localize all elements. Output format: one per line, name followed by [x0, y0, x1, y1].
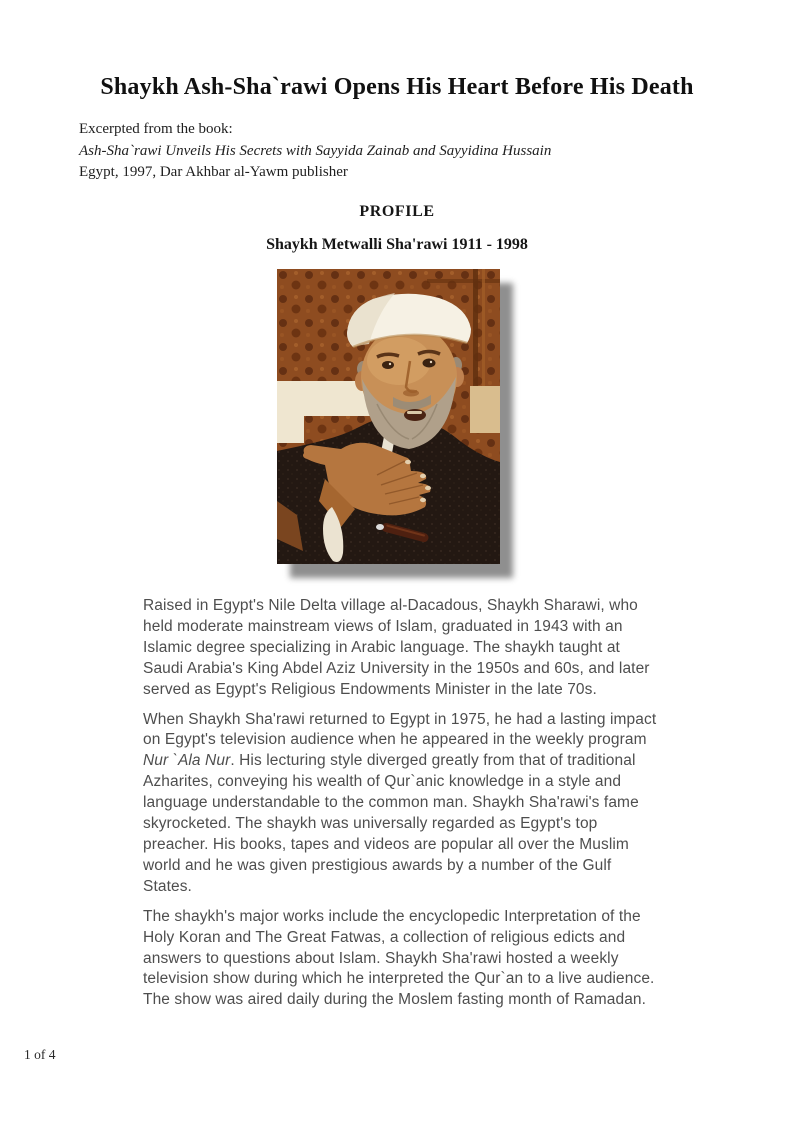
profile-subheading: Shaykh Metwalli Sha'rawi 1911 - 1998 — [266, 236, 528, 253]
article-body — [143, 596, 664, 1020]
paragraph-text: . His lecturing style diverged greatly from that of traditional Azharites, conveying his wealth of Qur`anic knowledge in a style and language understandable to the common man. Shaykh Sha'rawi's fame skyrocketed. The shaykh was universally regarded as Egypt's top preacher. His books, tapes and videos are popular all over the Muslim world and he was given prestigious awards by a number of the Gulf States. — [143, 752, 639, 895]
page-number: 1 of 4 — [24, 1047, 56, 1062]
publication-info: Egypt, 1997, Dar Akhbar al-Yawm publisher — [79, 164, 348, 180]
portrait-photo — [277, 269, 500, 564]
program-title: Nur `Ala Nur — [143, 752, 231, 770]
paragraph — [143, 596, 664, 701]
paragraph — [143, 710, 664, 898]
book-title: Ash-Sha`rawi Unveils His Secrets with Sayyida Zainab and Sayyidina Hussain — [79, 142, 552, 159]
paragraph — [143, 907, 664, 1012]
paragraph-text: Raised in Egypt's Nile Delta village al-Dacadous, Shaykh Sharawi, who held moderate mainstream views of Islam, graduated in 1943 with an Islamic degree specializing in Arabic language. The shaykh taught at Saudi Arabia's King Abdel Aziz University in the 1950s and 60s, and later served as Egypt's Religious Endowments Minister in the late 70s. — [143, 597, 650, 698]
paragraph-text: The shaykh's major works include the encyclopedic Interpretation of the Holy Koran and The Great Fatwas, a collection of religious edicts and answers to questions about Islam. Shaykh Sha'rawi hosted a weekly television show during which he interpreted the Qur`an to a live audience. The show was aired daily during the Moslem fasting month of Ramadan. — [143, 907, 655, 1009]
source-block — [79, 119, 551, 184]
shaykh-portrait-illustration — [277, 269, 500, 564]
source-intro: Excerpted from the book: — [79, 121, 233, 137]
page-title: Shaykh Ash-Sha`rawi Opens His Heart Before His Death — [100, 74, 694, 100]
paragraph-text: When Shaykh Sha'rawi returned to Egypt in 1975, he had a lasting impact on Egypt's television audience when he appeared in the weekly program — [143, 710, 657, 749]
profile-heading: PROFILE — [359, 203, 435, 220]
